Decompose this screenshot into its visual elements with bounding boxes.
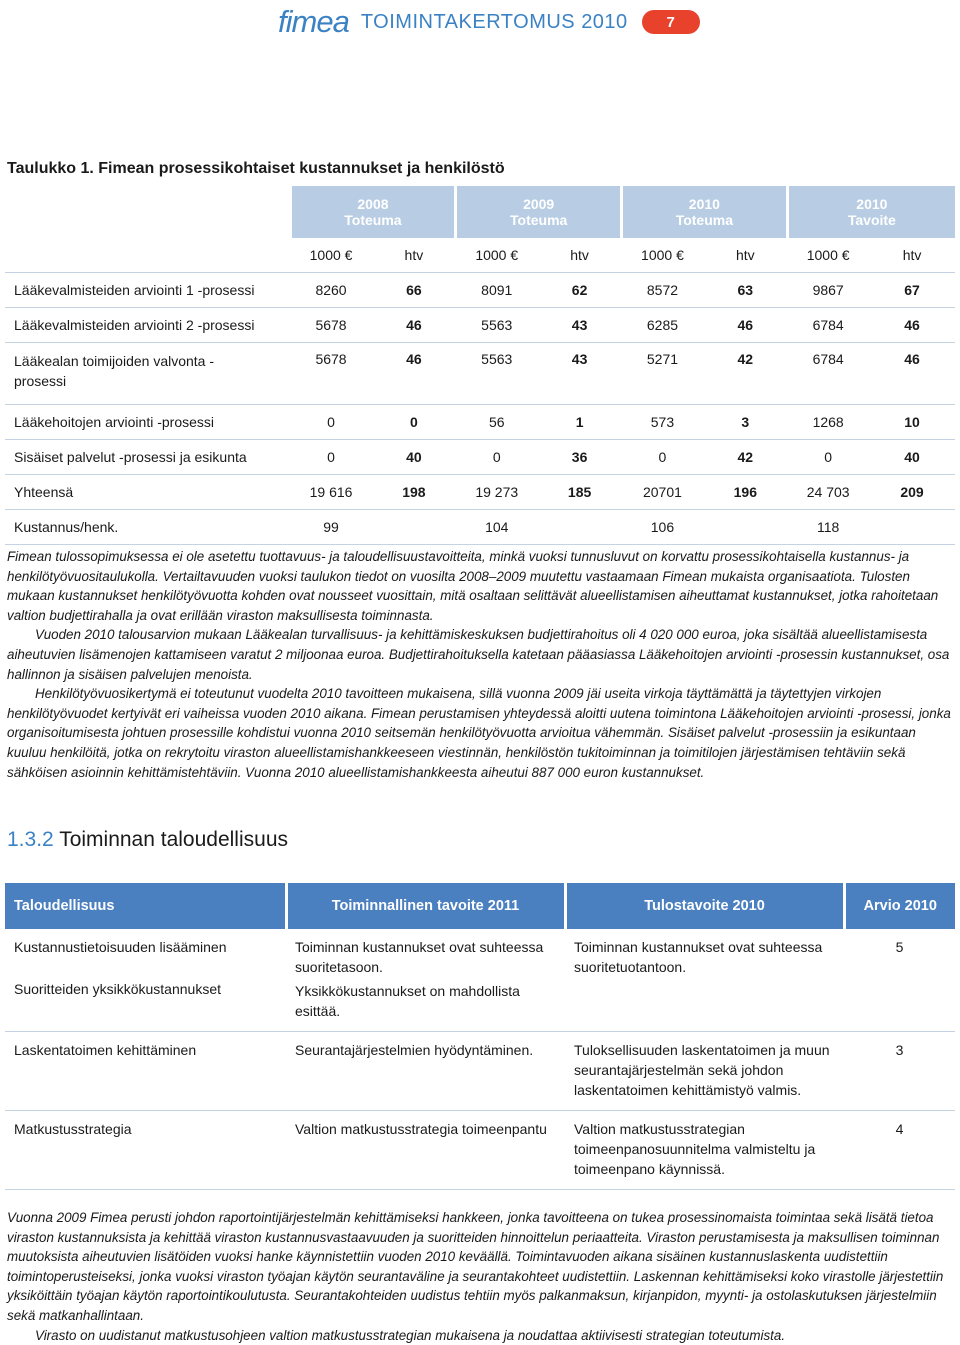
htv-cell [703,510,787,545]
table-row [5,929,955,1032]
header-row [5,883,955,929]
table-row [5,440,955,475]
cost-cell: 5563 [456,343,538,405]
page-header [278,4,940,40]
htv-cell: 43 [538,343,622,405]
row-label: Lääkevalmisteiden arviointi 1 -prosessi [5,273,290,308]
paragraph: Virasto on uudistanut matkustusohjeen valtion matkustusstrategian mukaisena ja noudattaa aktiivisesti strategian toteutumista. [35,1327,786,1343]
cell: Toiminnan kustannukset ovat suhteessa suoritetuotantoon. [565,929,844,1032]
htv-cell: 43 [538,308,622,343]
cost-cell: 19 616 [290,475,372,510]
htv-cell: 40 [372,440,456,475]
htv-cell: 46 [869,308,955,343]
cost-cell: 104 [456,510,538,545]
cost-cell: 6784 [787,308,869,343]
htv-cell: 62 [538,273,622,308]
cost-cell: 0 [290,405,372,440]
row-label: Sisäiset palvelut -prosessi ja esikunta [5,440,290,475]
cell-text: Kustannustietoisuuden lisääminen [14,939,227,955]
paragraph: Fimean tulossopimuksessa ei ole asetettu tuottavuus- ja taloudellisuustavoitteita, minkä vuoksi tunnusluvut on korvattu prosessikohtaisella kustannus- ja henkilötyövuositaulukolla. Vertailtavuuden vuoksi taulukon tiedot on vuosilta 2008–2009 muutettu vastaamaan Fimean mukaista organisaatiota. Tulosten mukaan kustannukset henkilötyövuotta kohden ovat nousseet vuosittain, mitä osaltaan selittävät alueellistamisen aiheuttamat kustannukset, jotka rahoitetaan valtion budjettirahalla ja ovat erillään viraston maksullisesta toiminnasta. [7,549,939,623]
htv-cell: 66 [372,273,456,308]
table-row [5,1032,955,1111]
cost-cell: 5271 [622,343,704,405]
htv-cell: 36 [538,440,622,475]
cost-cell: 5678 [290,308,372,343]
row-label: Lääkehoitojen arviointi -prosessi [5,405,290,440]
unit-header-row [5,238,955,273]
unit-header: htv [538,238,622,273]
cell: Seurantajärjestelmien hyödyntäminen. [286,1032,565,1111]
row-label: Yhteensä [5,475,290,510]
column-header: Arvio 2010 [844,883,955,929]
htv-cell: 40 [869,440,955,475]
htv-cell: 198 [372,475,456,510]
cost-cell: 99 [290,510,372,545]
section-title: Toiminnan taloudellisuus [59,828,288,851]
unit-header: htv [869,238,955,273]
cost-cell: 118 [787,510,869,545]
htv-cell: 0 [372,405,456,440]
paragraph: Vuonna 2009 Fimea perusti johdon raportointijärjestelmän kehittämiseksi hankkeen, jonka tavoitteena on tukea prosessinomaista toimintaa sekä lisätä tietoa viraston kustannuksista ja kehittää viraston kustannusvastaavuuden ja suoritteiden hinnoittelun periaatteita. Viraston perustamisesta ja maksullisen toiminnan muutoksista aiheutuvien lisätöiden vuoksi hanke käynnistettiin vuoden 2010 keväällä. Toimintavuoden aikana sisäinen kustannuslaskenta uudistettiin toimintoperusteiseksi, jonka vuoksi viraston työajan käytön seurantaväline ja seurantakohteet uudistettiin. Laskennan kehittämiseksi koko virastolle järjestettiin yksiköittäin työajan käytön raportointikoulutusta. Seurantakohteiden uudistus tehtiin myös palkanmaksun, kirjanpidon, myynti- ja ostolaskutuksen järjestelmiin sekä matkanhallintaan. [7,1210,944,1323]
cost-cell: 19 273 [456,475,538,510]
htv-cell: 185 [538,475,622,510]
paragraph: Henkilötyövuosikertymä ei toteutunut vuodelta 2010 tavoitteen mukaisena, sillä vuonna 2009 jäi useita virkoja täyttämättä ja täytettyjen virkojen henkilötyövuodet kertyivät eri vaiheissa vuoden 2010 aikana. Fimean perustamisen yhteydessä aloitti uutena toimintona Lääkehoitojen arviointi -prosessi, jonka organisoitumisesta johtuen prosessille kohdistui vuonna 2010 seitsemän henkilötyövuotta arvioitua vähemmän. Sisäiset palvelut -prosessiin ja esikuntaan kuuluu henkilöitä, jotka on rekrytoitu viraston alueellistamishankkeeseen viestinnän, henkilöstön tukitoiminnan ja toimitilojen järjestämisen tehtäviin sekä sähköisen asioinnin kehittämistehtäviin. Vuonna 2010 alueellistamishankkeesta aiheutui 887 000 euron kustannukset. [7,686,951,780]
unit-header: htv [372,238,456,273]
cost-cell: 5563 [456,308,538,343]
htv-cell: 209 [869,475,955,510]
unit-header: 1000 € [787,238,869,273]
htv-cell: 67 [869,273,955,308]
section-number: 1.3.2 [7,828,54,851]
cost-cell: 24 703 [787,475,869,510]
cost-cell: 573 [622,405,704,440]
cost-cell: 6285 [622,308,704,343]
cost-cell: 56 [456,405,538,440]
rating-cell: 4 [844,1111,955,1190]
cost-cell: 8572 [622,273,704,308]
table-row [5,510,955,545]
table-row [5,308,955,343]
row-label: Lääkealan toimijoiden valvonta -prosessi [5,343,290,405]
body-text-1 [7,547,953,782]
htv-cell: 10 [869,405,955,440]
table-row [5,475,955,510]
htv-cell: 46 [372,343,456,405]
table-row [5,343,955,405]
cost-cell: 106 [622,510,704,545]
table-row [5,273,955,308]
htv-cell [372,510,456,545]
fimea-logo: fimea [278,4,349,39]
year-header: 2009 Toteuma [456,186,622,238]
cell: Valtion matkustusstrategian toimeenpanosuunnitelma valmisteltu ja toimeenpano käynnissä. [565,1111,844,1190]
body-text-2 [7,1208,953,1345]
year-header: 2010 Tavoite [787,186,955,238]
htv-cell: 42 [703,343,787,405]
cell: Valtion matkustusstrategia toimeenpantu [286,1111,565,1190]
cost-cell: 9867 [787,273,869,308]
report-title: TOIMINTAKERTOMUS 2010 [360,10,628,33]
cost-cell: 0 [456,440,538,475]
page-number-badge: 7 [642,10,700,34]
cost-cell: 6784 [787,343,869,405]
cost-cell: 8091 [456,273,538,308]
table-row [5,405,955,440]
unit-header: 1000 € [622,238,704,273]
unit-header: 1000 € [456,238,538,273]
section-heading [7,828,288,852]
htv-cell: 46 [869,343,955,405]
cost-cell: 5678 [290,343,372,405]
htv-cell: 46 [372,308,456,343]
htv-cell: 1 [538,405,622,440]
year-header: 2008 Toteuma [290,186,456,238]
cost-cell: 20701 [622,475,704,510]
cell: Laskentatoimen kehittäminen [5,1032,286,1111]
rating-cell: 3 [844,1032,955,1111]
table-row [5,1111,955,1190]
cost-cell: 8260 [290,273,372,308]
row-label: Kustannus/henk. [5,510,290,545]
htv-cell: 42 [703,440,787,475]
cell [5,929,286,1032]
cell-text: Toiminnan kustannukset ovat suhteessa suoritetasoon. [295,939,544,975]
economy-table [5,883,955,1190]
table1-caption: Taulukko 1. Fimean prosessikohtaiset kustannukset ja henkilöstö [7,160,505,177]
year-header: 2010 Toteuma [622,186,788,238]
paragraph: Vuoden 2010 talousarvion mukaan Lääkealan turvallisuus- ja kehittämiskeskuksen budjettirahoitus oli 4 020 000 euroa, joka sisältää alueellistamisesta aiheutuvien lisämenojen kattamiseen varatut 2 miljoonaa euroa. Budjettirahoituksella katetaan pääasiassa Lääkehoitojen arviointi -prosessin kustannukset, osa hallinnon ja sisäisen palvelujen menoista. [7,627,950,682]
htv-cell: 3 [703,405,787,440]
htv-cell: 63 [703,273,787,308]
unit-header: htv [703,238,787,273]
cost-cell: 0 [622,440,704,475]
unit-header: 1000 € [290,238,372,273]
cell-text: Suoritteiden yksikkökustannukset [14,981,221,997]
process-costs-table [5,186,955,545]
cost-cell: 0 [290,440,372,475]
cell-text: Yksikkökustannukset on mahdollista esittää. [295,983,520,1019]
year-header-row [5,186,955,238]
cell: Tuloksellisuuden laskentatoimen ja muun seurantajärjestelmän sekä johdon laskentatoimen kehittämistyö valmis. [565,1032,844,1111]
column-header: Toiminnallinen tavoite 2011 [286,883,565,929]
cell [286,929,565,1032]
row-label: Lääkevalmisteiden arviointi 2 -prosessi [5,308,290,343]
cell: Matkustusstrategia [5,1111,286,1190]
htv-cell: 46 [703,308,787,343]
htv-cell: 196 [703,475,787,510]
rating-cell: 5 [844,929,955,1032]
cost-cell: 0 [787,440,869,475]
column-header: Tulostavoite 2010 [565,883,844,929]
column-header: Taloudellisuus [5,883,286,929]
cost-cell: 1268 [787,405,869,440]
htv-cell [869,510,955,545]
htv-cell [538,510,622,545]
